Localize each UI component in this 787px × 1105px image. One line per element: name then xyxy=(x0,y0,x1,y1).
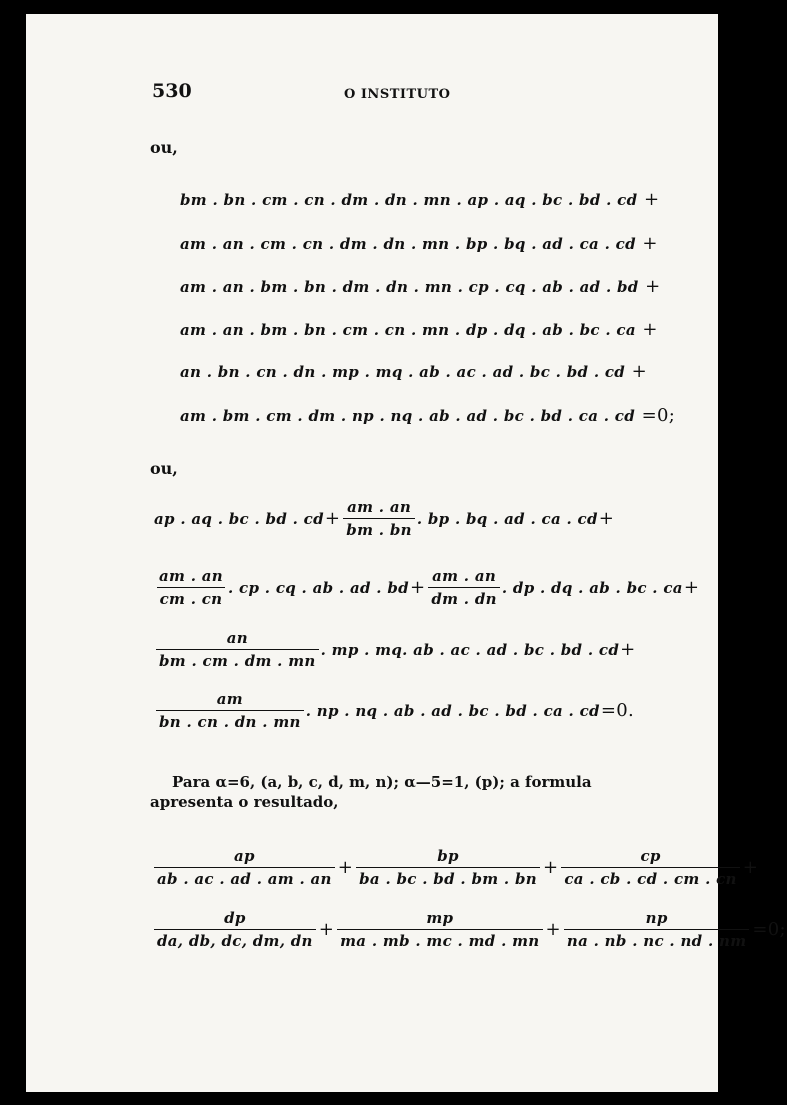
plus-sign: + xyxy=(631,361,648,382)
plus-sign: + xyxy=(337,857,354,878)
intro-word: ou, xyxy=(150,459,178,478)
equation-terms: an . bn . cn . dn . mp . mq . ab . ac . ad . bc . bd . cd xyxy=(180,363,626,381)
fraction-denominator: da, db, dc, dm, dn xyxy=(154,929,316,950)
equals-zero: =0; xyxy=(641,405,676,426)
fraction-numerator: am xyxy=(216,690,243,708)
fraction-numerator: am . an xyxy=(347,498,412,516)
fraction-denominator: bn . cn . dn . mn xyxy=(156,710,304,731)
paragraph-line-1: Para α=6, (a, b, c, d, m, n); α—5=1, (p); a formula xyxy=(172,773,592,791)
fraction-numerator: ap xyxy=(233,847,255,865)
fraction-denominator: ba . bc . bd . bm . bn xyxy=(356,867,540,888)
fraction-numerator: an xyxy=(226,629,248,647)
equation-line-6 xyxy=(180,405,676,426)
equation-terms: bm . bn . cm . cn . dm . dn . mn . ap . aq . bc . bd . cd xyxy=(180,191,638,209)
equation-terms: am . bm . cm . dm . np . nq . ab . ad . bc . bd . ca . cd xyxy=(180,407,636,425)
plus-sign: + xyxy=(642,233,658,254)
fraction xyxy=(356,847,540,888)
fraction-numerator: mp xyxy=(426,909,454,927)
paragraph-line-2: apresenta o resultado, xyxy=(150,793,339,811)
fraction xyxy=(154,909,316,950)
running-title: O INSTITUTO xyxy=(344,87,451,102)
equation-line-4 xyxy=(180,319,659,340)
book-page xyxy=(26,14,786,1092)
fraction-line-4 xyxy=(154,690,635,731)
fraction-denominator: bm . cm . dm . mn xyxy=(156,649,319,670)
equation-terms: am . an . cm . cn . dm . dn . mn . bp . bq . ad . ca . cd xyxy=(180,235,636,253)
fraction-line-1 xyxy=(154,498,615,539)
equation-terms: am . an . bm . bn . cm . cn . mn . dp . dq . ab . bc . ca xyxy=(180,321,636,339)
plus-sign: + xyxy=(545,919,561,940)
fraction xyxy=(343,498,415,539)
equation-terms: . np . nq . ab . ad . bc . bd . ca . cd xyxy=(305,701,600,720)
intro-word: ou, xyxy=(150,138,178,157)
fraction-line-2 xyxy=(154,567,700,608)
equation-terms: . cp . cq . ab . ad . bd xyxy=(227,578,409,597)
fraction xyxy=(156,690,304,731)
fraction-denominator: dm . dn xyxy=(428,587,500,608)
equation-line-2 xyxy=(180,233,659,254)
plus-sign: + xyxy=(598,508,615,529)
fraction-denominator: na . nb . nc . nd . nm xyxy=(564,929,750,950)
equation-line-1 xyxy=(180,189,660,210)
equation-line-5 xyxy=(180,361,648,382)
plus-sign: + xyxy=(318,919,335,940)
result-line-2 xyxy=(152,909,787,950)
equation-terms: . mp . mq. ab . ac . ad . bc . bd . cd xyxy=(320,640,620,659)
equals-zero: =0. xyxy=(600,700,634,721)
fraction-line-3 xyxy=(154,629,637,670)
plus-sign: + xyxy=(683,577,700,598)
fraction xyxy=(561,847,739,888)
plus-sign: + xyxy=(409,577,426,598)
page-number: 530 xyxy=(152,80,192,102)
plus-sign: + xyxy=(643,189,660,210)
plus-sign: + xyxy=(324,508,341,529)
result-line-1 xyxy=(152,847,759,888)
fraction xyxy=(337,909,542,950)
equation-terms: . bp . bq . ad . ca . cd xyxy=(416,509,598,528)
fraction-numerator: dp xyxy=(224,909,246,927)
fraction-denominator: cm . cn xyxy=(157,587,226,608)
plus-sign: + xyxy=(620,639,636,660)
fraction-denominator: bm . bn xyxy=(343,518,415,539)
fraction xyxy=(154,847,335,888)
equation-terms: . dp . dq . ab . bc . ca xyxy=(501,578,683,597)
plus-sign: + xyxy=(645,276,661,297)
fraction-numerator: am . an xyxy=(432,567,497,585)
fraction-denominator: ma . mb . mc . md . mn xyxy=(337,929,542,950)
equation-line-3 xyxy=(180,276,662,297)
plus-sign: + xyxy=(542,857,559,878)
fraction-denominator: ca . cb . cd . cm . cn xyxy=(561,867,739,888)
fraction-numerator: cp xyxy=(640,847,661,865)
equation-terms: ap . aq . bc . bd . cd xyxy=(154,509,324,528)
fraction xyxy=(428,567,500,608)
fraction-numerator: bp xyxy=(437,847,459,865)
fraction-denominator: ab . ac . ad . am . an xyxy=(154,867,335,888)
plus-sign: + xyxy=(642,319,658,340)
fraction xyxy=(156,567,226,608)
equation-terms: am . an . bm . bn . dm . dn . mn . cp . cq . ab . ad . bd xyxy=(180,278,639,296)
plus-sign: + xyxy=(742,857,759,878)
fraction xyxy=(156,629,319,670)
fraction-numerator: np xyxy=(645,909,668,927)
fraction xyxy=(564,909,750,950)
fraction-numerator: am . an xyxy=(159,567,223,585)
equals-zero: =0; xyxy=(752,919,786,940)
